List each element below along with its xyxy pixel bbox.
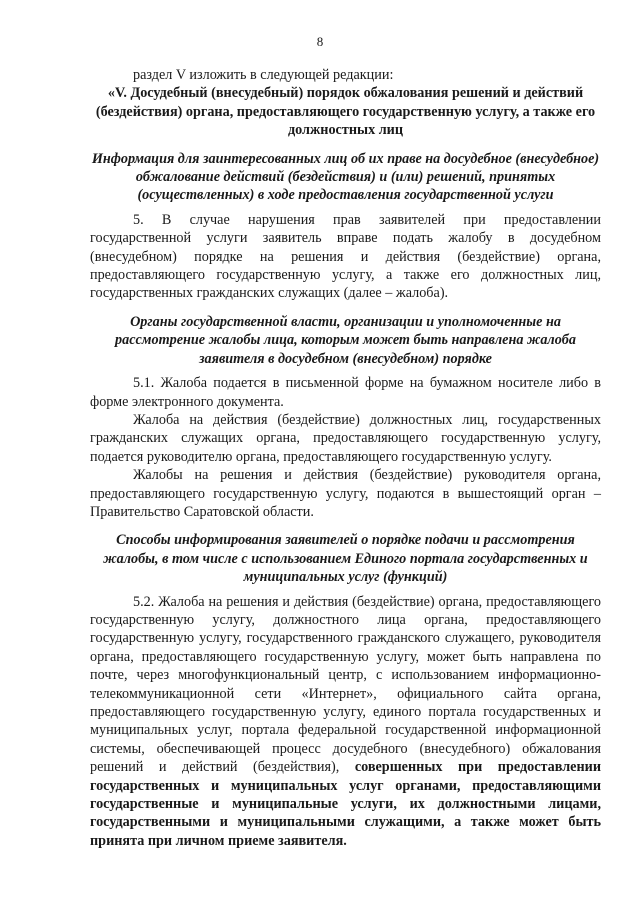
paragraph-5-2-start: 5.2. Жалоба на решения и действия (бездействие) органа, предоставляющего государственную услугу, должностного лица органа, предоставляющего государственную услугу, государственного гражданского служащего, руководителя органа, предоставляющего государственную услугу, может быть направлена по почте, через многофункциональный центр, с использованием информационно-телекоммуникационной сети «Интернет», официального сайта органа, предоставляющего государственную услугу, единого портала государственных и муниципальных услуг, портала федеральной государственной информационной системы, обеспечивающей процесс досудебного (внесудебного) обжалования решений и действий (бездействия),: [90, 593, 601, 776]
paragraph-5-1: 5.1. Жалоба подается в письменной форме на бумажном носителе либо в форме электронного документа.: [90, 375, 601, 410]
section-title: «V. Досудебный (внесудебный) порядок обжалования решений и действий (бездействия) органа, предоставляющего государственную услугу, а также его должностных лиц: [95, 85, 596, 139]
subsection-2-title: Органы государственной власти, организации и уполномоченные на рассмотрение жалобы лица, которым может быть направлена жалоба заявителя в досудебном (внесудебном) порядке: [115, 313, 576, 367]
subsection-1-title: Информация для заинтересованных лиц об их праве на досудебное (внесудебное) обжалование действий (бездействия) и (или) решений, принятых (осуществленных) в ходе предоставления государственной услуги: [91, 150, 600, 204]
subsection-3-title: Способы информирования заявителей о порядке подачи и рассмотрения жалобы, в том числе с использованием Единого портала государственных и муниципальных услуг (функций): [103, 532, 588, 586]
paragraph-5-2: [90, 593, 601, 851]
intro-line: раздел V изложить в следующей редакции:: [133, 67, 394, 83]
paragraph-5-2-end: совершенных при предоставлении государственных и муниципальных услуг органами, предоставляющими государственные и муниципальные услуги, их должностными лицами, государственными и муниципальными служащими, а также может быть принята при личном приеме заявителя.: [90, 759, 601, 849]
page-number: 8: [316, 34, 324, 49]
paragraph-5: 5. В случае нарушения прав заявителей при предоставлении государственной услуги заявитель вправе подать жалобу в досудебном (внесудебном) порядке на решения и действия (бездействие) органа, предоставляющего государственную услугу, а также его должностных лиц, государственных гражданских служащих (далее – жалоба).: [90, 211, 601, 302]
paragraph-5-1-b: Жалоба на действия (бездействие) должностных лиц, государственных гражданских служащих органа, предоставляющего государственную услугу, подается руководителю органа, предоставляющего государственную услугу.: [90, 411, 601, 465]
paragraph-5-1-c: Жалобы на решения и действия (бездействие) руководителя органа, предоставляющего государственную услугу, подаются в вышестоящий орган – Правительство Саратовской области.: [90, 467, 601, 520]
document-body: [90, 66, 601, 850]
